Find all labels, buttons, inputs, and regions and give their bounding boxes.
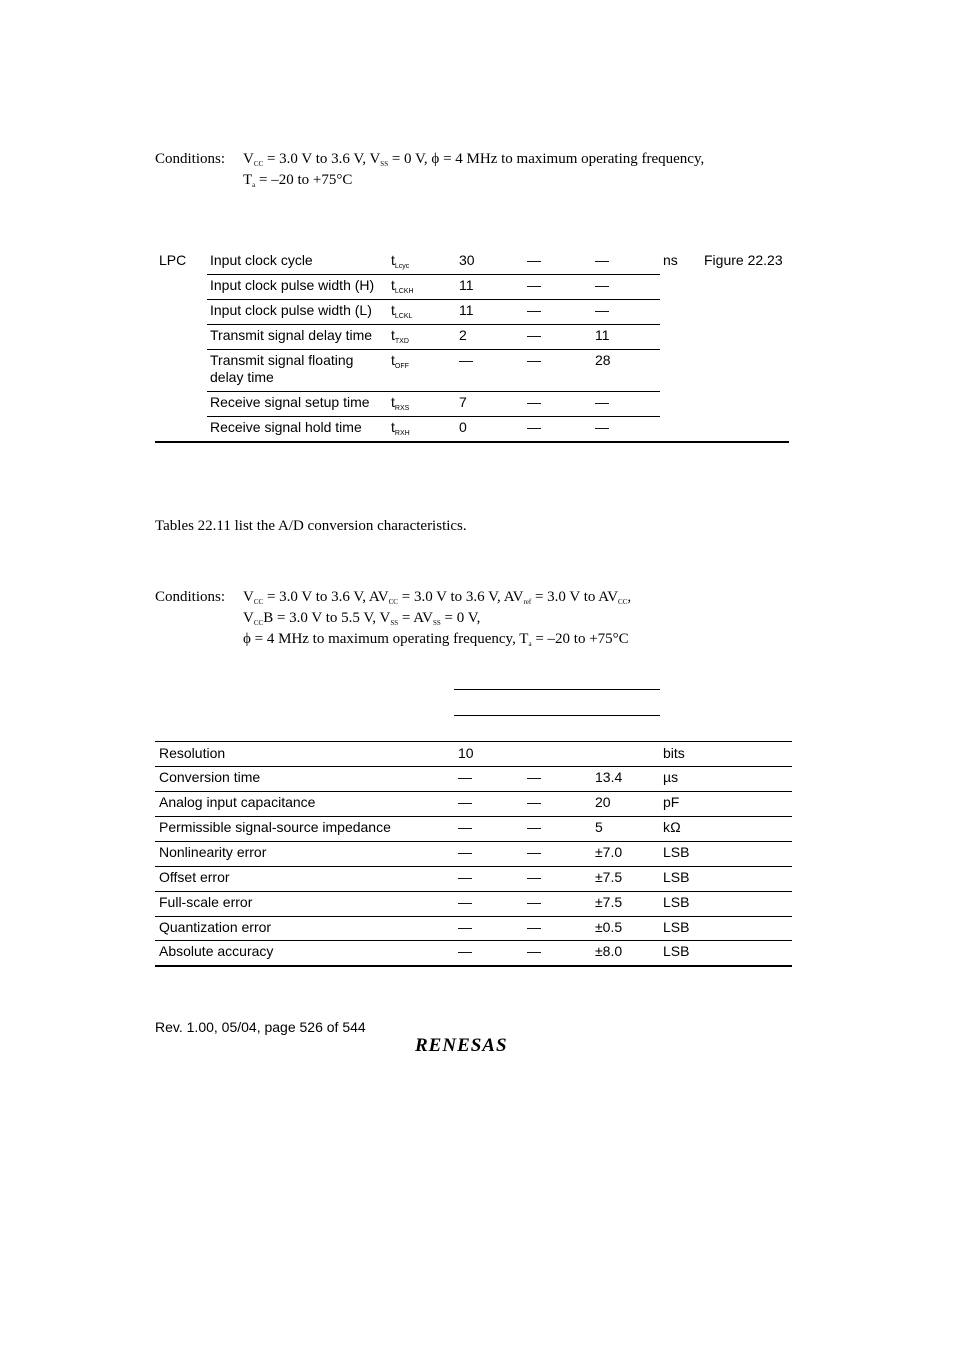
lpc-min: 30 (459, 252, 475, 268)
renesas-logo (413, 1033, 535, 1060)
ad-typ: — (527, 844, 541, 860)
ad-min: — (458, 943, 472, 959)
ad-min: 10 (458, 745, 474, 761)
ad-table-bottom-rule (155, 965, 792, 967)
ad-min: — (458, 844, 472, 860)
ad-typ: — (527, 919, 541, 935)
lpc-max: — (595, 252, 609, 268)
lpc-max: — (595, 277, 609, 293)
ad-unit: LSB (663, 869, 690, 885)
lpc-table-bottom-rule (155, 441, 789, 443)
ad-typ: — (527, 769, 541, 785)
lpc-max: — (595, 419, 609, 435)
page-info: Rev. 1.00, 05/04, page 526 of 544 (155, 1019, 366, 1035)
ad-min: — (458, 869, 472, 885)
lpc-symbol: $t_{OFF}$ (391, 352, 409, 370)
ad-min: — (458, 919, 472, 935)
lpc-group-label: LPC (159, 252, 187, 268)
ad-max: ±7.0 (595, 844, 623, 860)
ad-item: Quantization error (159, 919, 272, 935)
lpc-min: 11 (459, 277, 474, 293)
lpc-symbol: $t_{Lcyc}$ (391, 252, 410, 270)
lpc-min: 7 (459, 394, 467, 410)
lpc-item: Transmit signal delay time (210, 327, 373, 343)
lpc-min: 11 (459, 302, 474, 318)
ad-unit: µs (663, 769, 679, 785)
lpc-max: 28 (595, 352, 611, 368)
ad-min: — (458, 794, 472, 810)
ad-header-rule (454, 689, 660, 690)
conditions-label: Conditions: (155, 589, 226, 605)
lpc-item: Input clock cycle (210, 252, 313, 268)
svg-text:RENESAS: RENESAS (415, 1035, 508, 1055)
ad-unit: pF (663, 794, 680, 810)
lpc-min: 2 (459, 327, 467, 343)
ad-typ: — (527, 819, 541, 835)
lpc-item: Receive signal setup time (210, 394, 370, 410)
ad-min: — (458, 769, 472, 785)
lpc-typ: — (527, 302, 541, 318)
lpc-symbol: $t_{RXH}$ (391, 419, 410, 437)
lpc-item: Transmit signal floating (210, 352, 354, 368)
ad-item: Nonlinearity error (159, 844, 267, 860)
ad-item: Full-scale error (159, 894, 253, 910)
ad-max: ±7.5 (595, 869, 623, 885)
lpc-typ: — (527, 327, 541, 343)
lpc-max: — (595, 302, 609, 318)
ad-item: Permissible signal-source impedance (159, 819, 391, 835)
ad-item: Resolution (159, 745, 226, 761)
ad-unit: kΩ (663, 819, 681, 835)
lpc-item: Receive signal hold time (210, 419, 362, 435)
lpc-item: Input clock pulse width (H) (210, 277, 375, 293)
lpc-typ: — (527, 252, 541, 268)
ad-typ: — (527, 894, 541, 910)
ad-max: 20 (595, 794, 611, 810)
lpc-symbol: $t_{TXD}$ (391, 327, 409, 345)
lpc-typ: — (527, 419, 541, 435)
lpc-min: — (459, 352, 473, 368)
ad-unit: LSB (663, 844, 690, 860)
lpc-symbol: $t_{LCKL}$ (391, 302, 413, 320)
ad-typ: — (527, 869, 541, 885)
lpc-symbol: $t_{LCKH}$ (391, 277, 414, 295)
ad-unit: bits (663, 745, 685, 761)
ad-max: 5 (595, 819, 603, 835)
conditions-label: Conditions: (155, 151, 226, 167)
lpc-item-continued: delay time (210, 369, 274, 385)
lpc-max: — (595, 394, 609, 410)
lpc-reference: Figure 22.23 (704, 252, 783, 268)
lpc-unit: ns (663, 252, 678, 268)
ad-unit: LSB (663, 919, 690, 935)
ad-intro-text: Tables 22.11 list the A/D conversion characteristics. (155, 518, 467, 534)
ad-max: 13.4 (595, 769, 623, 785)
conditions-line-2: $V_{CC}B = 3.0$ V to 5.5 V, $V_{SS} = AV_{SS} = 0$ V, (243, 610, 481, 627)
lpc-item: Input clock pulse width (L) (210, 302, 372, 318)
lpc-max: 11 (595, 327, 610, 343)
lpc-min: 0 (459, 419, 467, 435)
ad-max: ±7.5 (595, 894, 623, 910)
ad-max: ±8.0 (595, 943, 623, 959)
ad-typ: — (527, 943, 541, 959)
conditions-line-3: ϕ = 4 MHz to maximum operating frequency, $T_a = -20$ to +75°C (243, 631, 629, 648)
conditions-line-1: $V_{CC} = 3.0$ V to 3.6 V, $AV_{CC} = 3.0$ V to 3.6 V, $AV_{ref} = 3.0$ V to $AV_{CC}$, (243, 589, 632, 606)
renesas-logo-mark (413, 1033, 535, 1055)
lpc-typ: — (527, 277, 541, 293)
ad-item: Conversion time (159, 769, 261, 785)
conditions-line-2: $T_a = -20$ to +75°C (243, 172, 353, 189)
ad-unit: LSB (663, 894, 690, 910)
lpc-typ: — (527, 394, 541, 410)
ad-item: Analog input capacitance (159, 794, 316, 810)
ad-item: Absolute accuracy (159, 943, 274, 959)
ad-min: — (458, 894, 472, 910)
conditions-line-1: $V_{CC} = 3.0$ V to 3.6 V, $V_{SS} = 0$ V, ϕ = 4 MHz to maximum operating frequency, (243, 151, 705, 168)
lpc-symbol: $t_{RXS}$ (391, 394, 410, 412)
ad-max: ±0.5 (595, 919, 623, 935)
ad-unit: LSB (663, 943, 690, 959)
ad-item: Offset error (159, 869, 230, 885)
ad-min: — (458, 819, 472, 835)
lpc-typ: — (527, 352, 541, 368)
ad-typ: — (527, 794, 541, 810)
ad-header-rule (454, 715, 660, 716)
